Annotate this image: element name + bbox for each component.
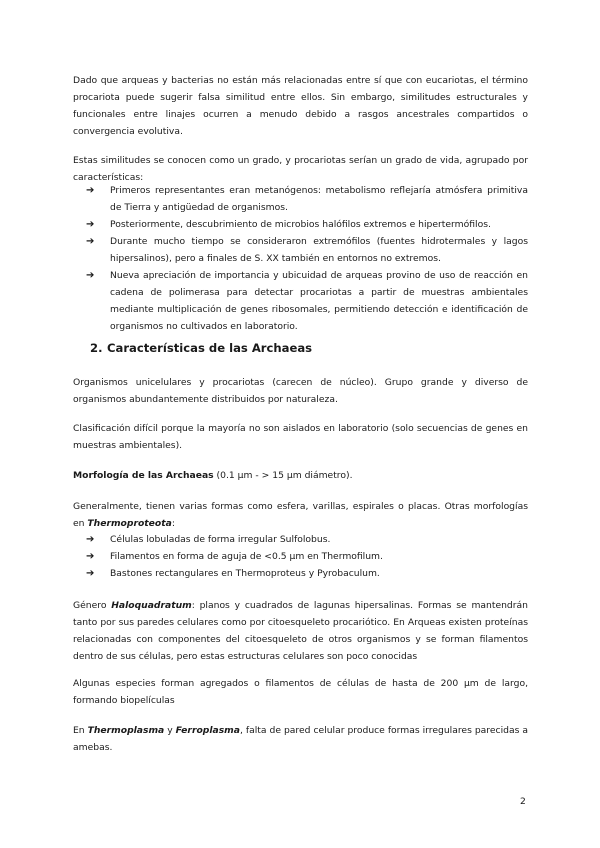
taxon-name: Haloquadratum — [111, 600, 192, 611]
paragraph-intro: Dado que arqueas y bacterias no están más relacionadas entre sí que con eucariotas, el término procariota puede sugerir falsa similitud entre ellos. Sin embargo, similitudes estructurales y funcionales entre linajes ocurren a menudo debido a rasgos ancestrales compartidos o convergencia evolutiva. — [73, 75, 528, 137]
page-number: 2 — [520, 796, 526, 807]
arrow-bullet-icon: ➔ — [86, 270, 95, 281]
arrow-bullet-icon: ➔ — [86, 551, 95, 562]
section-heading — [90, 341, 312, 355]
bullet-list-morphologies — [73, 531, 528, 582]
section-title: Características de las Archaeas — [107, 341, 313, 355]
paragraph-thermoplasma: En Thermoplasma y Ferroplasma, falta de pared celular produce formas irregulares parecidas a amebas. — [73, 725, 528, 753]
list-item: ➔ Durante mucho tiempo se consideraron extremófilos (fuentes hidrotermales y lagos hipersalinos), pero a finales de S. XX también en entornos no extremos. — [73, 233, 528, 267]
arrow-bullet-icon: ➔ — [86, 236, 95, 247]
morfologia-label: Morfología de las Archaeas — [73, 470, 214, 481]
paragraph-grado: Estas similitudes se conocen como un grado, y procariotas serían un grado de vida, agrupado por características: — [73, 155, 528, 183]
list-item: ➔ Células lobuladas de forma irregular Sulfolobus. — [73, 531, 528, 548]
list-item: ➔ Bastones rectangulares en Thermoproteus y Pyrobaculum. — [73, 565, 528, 582]
taxon-name: Ferroplasma — [175, 725, 240, 736]
paragraph-formas: Generalmente, tienen varias formas como esfera, varillas, espirales o placas. Otras morfologías en Thermoproteota: — [73, 501, 528, 529]
arrow-bullet-icon: ➔ — [86, 185, 95, 196]
paragraph-morfologia: Morfología de las Archaeas (0.1 µm - > 15 µm diámetro). — [73, 470, 353, 481]
taxon-name: Thermoproteota — [87, 518, 172, 529]
taxon-name: Thermoplasma — [87, 725, 165, 736]
arrow-bullet-icon: ➔ — [86, 568, 95, 579]
paragraph-clasificacion: Clasificación difícil porque la mayoría no son aislados en laboratorio (solo secuencias de genes en muestras ambientales). — [73, 423, 528, 451]
list-item: ➔ Filamentos en forma de aguja de <0.5 µm en Thermofilum. — [73, 548, 528, 565]
section-number: 2. — [90, 341, 103, 355]
arrow-bullet-icon: ➔ — [86, 534, 95, 545]
list-item: ➔ Nueva apreciación de importancia y ubicuidad de arqueas provino de uso de reacción en cadena de polimerasa para detectar procariotas a partir de muestras ambientales mediante multiplicación de genes ribosomales, permitiendo detección e identificación de organismos no cultivados en laboratorio. — [73, 267, 528, 335]
bullet-list-characteristics — [73, 182, 528, 335]
paragraph-organismos: Organismos unicelulares y procariotas (carecen de núcleo). Grupo grande y diverso de organismos abundantemente distribuidos por naturaleza. — [73, 377, 528, 405]
list-item: ➔ Posteriormente, descubrimiento de microbios halófilos extremos e hipertermófilos. — [73, 216, 528, 233]
paragraph-haloquadratum: Género Haloquadratum: planos y cuadrados de lagunas hipersalinas. Formas se mantendrán tanto por sus paredes celulares como por citoesqueleto procariótico. En Arqueas existen proteínas relacionadas con componentes del citoesqueleto de otros organismos y se forman filamentos dentro de sus células, pero estas estructuras celulares son poco conocidas — [73, 600, 528, 662]
list-item: ➔ Primeros representantes eran metanógenos: metabolismo reflejaría atmósfera primitiva de Tierra y antigüedad de organismos. — [73, 182, 528, 216]
arrow-bullet-icon: ➔ — [86, 219, 95, 230]
paragraph-biopeliculas: Algunas especies forman agregados o filamentos de células de hasta de 200 µm de largo, formando biopelículas — [73, 678, 528, 706]
